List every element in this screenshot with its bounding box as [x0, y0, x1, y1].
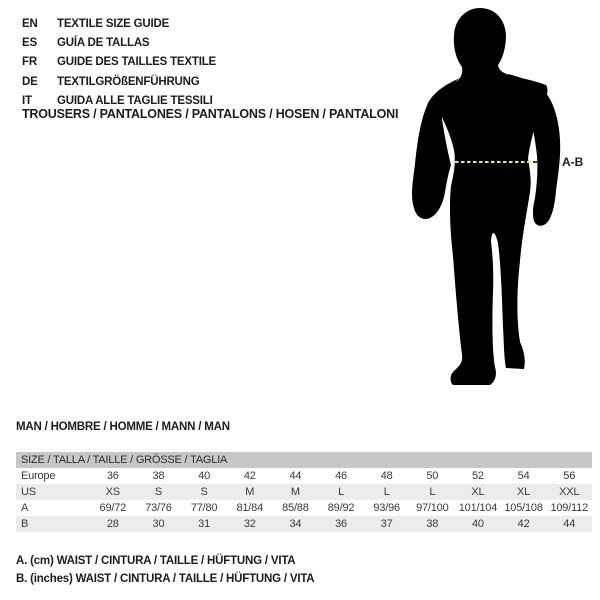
table-cell: 44 [563, 518, 576, 530]
language-label: GUIDA ALLE TAGLIE TESSILI [57, 94, 213, 107]
language-row-fr [22, 53, 216, 72]
waist-measure-label: A-B [562, 155, 584, 169]
size-table [16, 452, 592, 532]
row-label: Europe [21, 470, 56, 482]
language-label: GUIDE DES TAILLES TEXTILE [57, 56, 216, 69]
table-cell: 52 [472, 470, 484, 482]
table-row-europe [16, 468, 592, 484]
table-cell: XL [517, 486, 531, 498]
size-table-header: SIZE / TALLA / TAILLE / GRÖSSE / TAGLIA [16, 452, 592, 468]
table-cell: 97/100 [416, 502, 449, 514]
language-label: GUÍA DE TALLAS [57, 36, 150, 49]
table-cell: 37 [380, 518, 393, 530]
table-cell: 56 [563, 470, 576, 482]
table-cell: 28 [106, 518, 119, 530]
table-cell: XS [105, 486, 120, 498]
table-cell: S [154, 486, 163, 498]
table-cell: 81/84 [236, 502, 263, 514]
table-cell: 73/76 [145, 502, 172, 514]
table-cell: 42 [517, 518, 530, 530]
table-cell: 48 [380, 470, 393, 482]
man-silhouette-figure [405, 0, 600, 420]
language-row-es [22, 33, 216, 52]
table-cell: 38 [426, 518, 439, 530]
table-cell: 89/92 [327, 502, 355, 514]
table-cell: L [383, 486, 390, 498]
silhouette-body [432, 8, 548, 385]
table-cell: 34 [289, 518, 302, 530]
language-code: DE [22, 75, 38, 88]
language-list [22, 14, 216, 110]
table-cell: 101/104 [458, 502, 498, 514]
table-cell: 93/96 [373, 502, 400, 514]
man-silhouette-svg [405, 0, 600, 420]
row-label: A [21, 502, 29, 514]
table-cell: XXL [559, 486, 580, 498]
table-cell: M [290, 486, 300, 498]
table-cell: 46 [335, 470, 347, 482]
language-code: IT [22, 94, 32, 107]
table-cell: 40 [472, 518, 484, 530]
language-row-de [22, 72, 216, 91]
garment-title: TROUSERS / PANTALONES / PANTALONS / HOSEN / PANTALONI [22, 107, 399, 121]
table-cell: 31 [198, 518, 211, 530]
table-cell: 77/80 [190, 502, 218, 514]
table-cell: XL [471, 486, 485, 498]
table-cell: 109/112 [550, 502, 588, 514]
table-row-us [16, 484, 592, 500]
table-row-b-inches [16, 516, 592, 532]
table-cell: 36 [335, 518, 347, 530]
footnote-b-inches: B. (inches) WAIST / CINTURA / TAILLE / HÜFTUNG / VITA [16, 573, 315, 585]
table-cell: 32 [243, 518, 256, 530]
language-row-en [22, 14, 216, 33]
footnote-a-cm: A. (cm) WAIST / CINTURA / TAILLE / HÜFTUNG / VITA [16, 555, 296, 567]
language-code: FR [22, 56, 37, 69]
language-code: EN [22, 17, 38, 30]
table-cell: L [338, 486, 344, 498]
language-label: TEXTILGRÖßENFÜHRUNG [57, 75, 200, 88]
table-cell: 69/72 [99, 502, 127, 514]
language-label: TEXTILE SIZE GUIDE [57, 17, 170, 30]
table-cell: S [200, 486, 208, 498]
table-cell: 105/108 [504, 502, 543, 514]
table-cell: M [245, 486, 255, 498]
table-cell: 44 [289, 470, 302, 482]
table-cell: 36 [106, 470, 119, 482]
language-code: ES [22, 36, 37, 49]
table-cell: 40 [198, 470, 211, 482]
table-cell: L [429, 486, 436, 498]
row-label: US [21, 486, 36, 498]
table-cell: 50 [426, 470, 439, 482]
table-cell: 30 [152, 518, 165, 530]
section-title-man: MAN / HOMBRE / HOMME / MANN / MAN [16, 421, 230, 433]
table-row-a-cm [16, 500, 592, 516]
table-cell: 42 [243, 470, 256, 482]
table-cell: 54 [517, 470, 530, 482]
table-cell: 85/88 [282, 502, 309, 514]
table-cell: 38 [152, 470, 165, 482]
row-label: B [21, 518, 29, 530]
